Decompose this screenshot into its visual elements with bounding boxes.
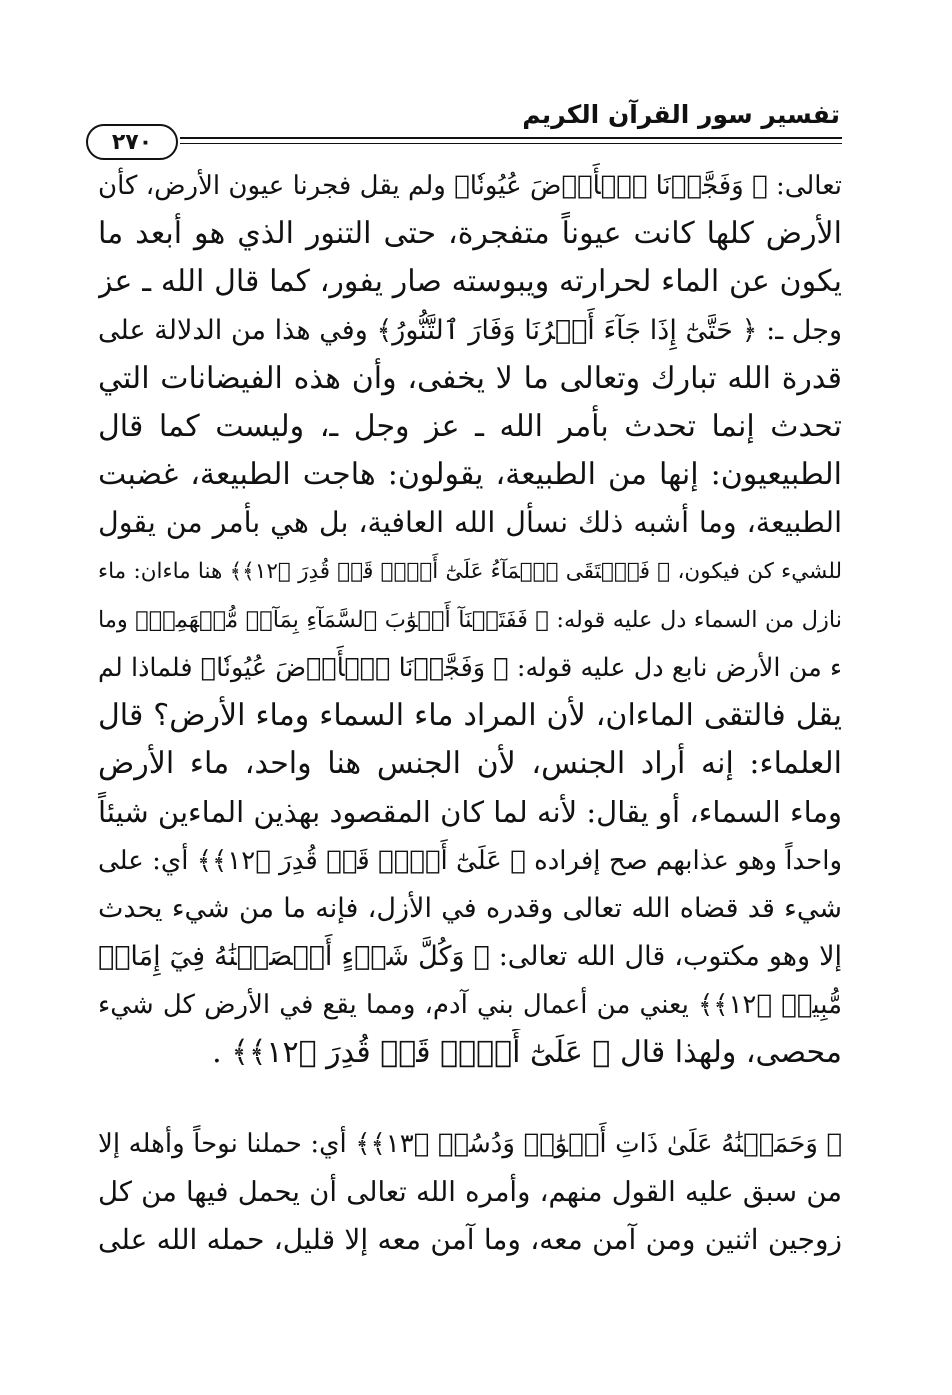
- text-line: واحداً وهو عذابهم صح إفراده ﴿ عَلَىٰٓ أَمۡرٖ قَدۡ قُدِرَ ﴿١٢﴾﴾ أي: على: [98, 845, 842, 876]
- text-line: زوجين اثنين ومن آمن معه، وما آمن معه إلا قليل، حمله الله على: [98, 1222, 842, 1256]
- text-line: وماء السماء، أو يقال: لأنه لما كان المقصود بهذين الماءين شيئاً: [98, 795, 842, 830]
- text-line: ﴿ وَحَمَلۡنَٰهُ عَلَىٰ ذَاتِ أَلۡوَٰحٖ وَدُسُرٖ ﴿١٣﴾﴾ أي: حملنا نوحاً وأهله إلا: [98, 1128, 842, 1159]
- text-line: الطبيعة، وما أشبه ذلك نسأل الله العافية، بل هي بأمر من يقول: [98, 506, 842, 540]
- text-line: تحدث إنما تحدث بأمر الله ـ عز وجل ـ، وليست كما قال: [98, 408, 842, 444]
- body-text: [98, 162, 842, 1264]
- paragraph-2: [98, 1120, 842, 1265]
- header-rule: [180, 137, 842, 139]
- text-line: ء من الأرض نابع دل عليه قوله: ﴿ وَفَجَّرۡنَا ٱلۡأَرۡضَ عُيُونٗا﴾ فلماذا لم: [98, 652, 842, 683]
- text-line: نازل من السماء دل عليه قوله: ﴿ فَفَتَحۡنَآ أَبۡوَٰبَ ٱلسَّمَآءِ بِمَآءٖ مُّنۡهَمِرٖ﴾ وما: [98, 606, 842, 633]
- page-number: ٢٧٠: [86, 124, 178, 160]
- text-line: من سبق عليه القول منهم، وأمره الله تعالى أن يحمل فيها من كل: [98, 1175, 842, 1208]
- text-line: شيء قد قضاه الله تعالى وقدره في الأزل، فإنه ما من شيء يحدث: [98, 892, 842, 924]
- text-line: للشيء كن فيكون، ﴿ فَٱلۡتَقَى ٱلۡمَآءُ عَلَىٰٓ أَمۡرٖ قَدۡ قُدِرَ ﴿١٢﴾﴾ هنا ماءان: ماء: [98, 558, 842, 584]
- text-line: مُّبِينٖ ﴿١٢﴾﴾ يعني من أعمال بني آدم، ومما يقع في الأرض كل شيء: [98, 990, 842, 1021]
- text-line: تعالى: ﴿ وَفَجَّرۡنَا ٱلۡأَرۡضَ عُيُونٗا﴾ ولم يقل فجرنا عيون الأرض، كأن: [98, 171, 842, 201]
- header-rule-thin: [180, 143, 842, 144]
- text-line: الطبيعيون: إنها من الطبيعة، يقولون: هاجت الطبيعة، غضبت: [98, 457, 842, 493]
- text-line: إلا وهو مكتوب، قال الله تعالى: ﴿ وَكُلَّ شَيۡءٍ أَحۡصَيۡنَٰهُ فِيٓ إِمَامٖ: [98, 941, 842, 972]
- text-line: وجل ـ: ﴿ حَتَّىٰٓ إِذَا جَآءَ أَمۡرُنَا وَفَارَ ٱلتَّنُّورُ﴾ وفي هذا من الدلالة على: [98, 314, 842, 346]
- text-line: يكون عن الماء لحرارته ويبوسته صار يفور، كما قال الله ـ عز: [98, 264, 842, 300]
- paragraph-gap: [98, 1078, 842, 1120]
- text-line: يقل فالتقى الماءان، لأن المراد ماء السماء وماء الأرض؟ قال: [98, 698, 842, 734]
- text-line: العلماء: إنه أراد الجنس، لأن الجنس هنا واحد، ماء الأرض: [98, 746, 842, 782]
- text-line: الأرض كلها كانت عيوناً متفجرة، حتى التنور الذي هو أبعد ما: [98, 216, 842, 252]
- paragraph-1: [98, 162, 842, 1078]
- text-line: محصى، ولهذا قال ﴿ عَلَىٰٓ أَمۡرٖ قَدۡ قُدِرَ ﴿١٢﴾﴾ .: [212, 1035, 842, 1071]
- running-title: تفسير سور القرآن الكريم: [522, 100, 840, 129]
- text-line: قدرة الله تبارك وتعالى ما لا يخفى، وأن هذه الفيضانات التي: [98, 360, 842, 396]
